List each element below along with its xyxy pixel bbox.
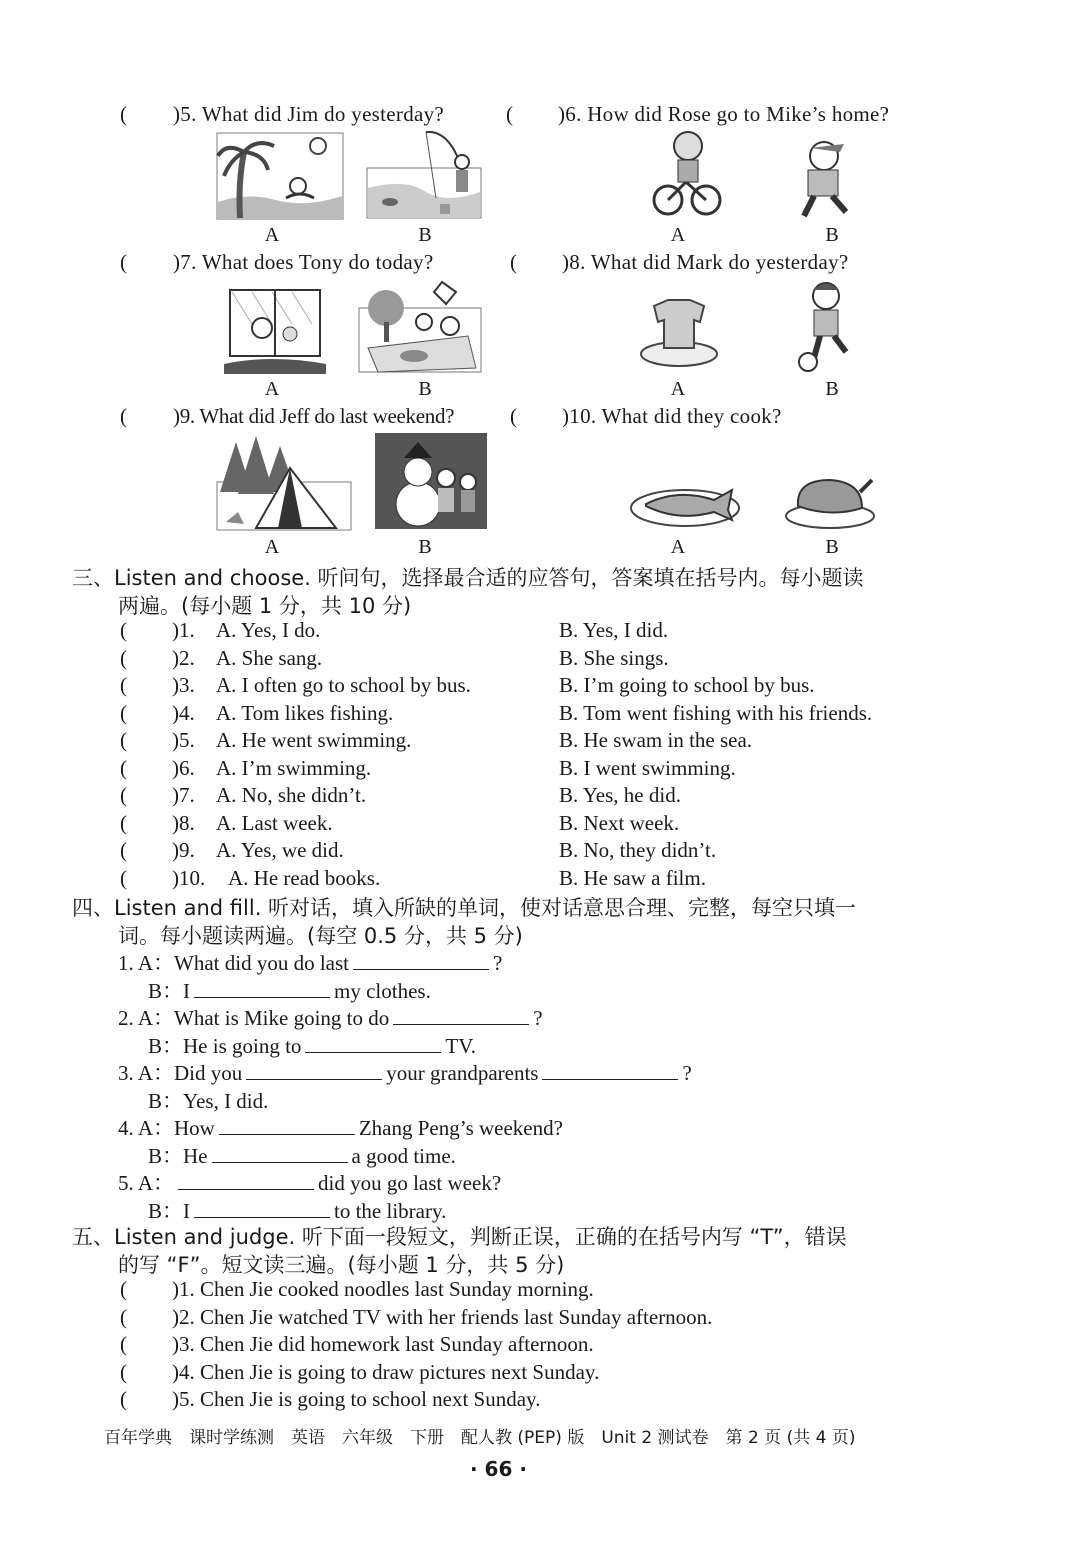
option-a-text: A. Yes, we did.	[216, 838, 344, 862]
answer-paren[interactable]: (	[120, 1304, 127, 1329]
rainy-window-picture	[222, 284, 328, 374]
dialog-3-a: 3. A：Did you your grandparents ?	[118, 1061, 692, 1085]
option-a-label: A	[670, 224, 686, 246]
item-number: )2.	[172, 645, 195, 670]
answer-paren[interactable]: (	[120, 645, 127, 670]
option-b-text: B. Yes, I did.	[559, 618, 669, 642]
item-number: )5.	[172, 728, 195, 752]
answer-paren[interactable]: (	[120, 755, 127, 780]
option-b-text: B. Tom went fishing with his friends.	[559, 700, 873, 725]
item-number: )6.	[172, 755, 195, 780]
washing-clothes-picture	[638, 298, 720, 368]
option-b-label: B	[825, 536, 839, 558]
answer-paren[interactable]: (	[120, 1387, 127, 1411]
section-3-heading-cont: 两遍。(每小题 1 分，共 10 分)	[118, 594, 412, 618]
answer-paren[interactable]: (	[120, 673, 127, 697]
fish-dish-picture	[628, 476, 742, 532]
item-number: )9.	[172, 838, 195, 862]
option-b-label: B	[418, 378, 432, 400]
option-a-text: A. He read books.	[228, 865, 381, 890]
option-b-text: B. No, they didn’t.	[559, 838, 717, 862]
item-number: )7.	[172, 783, 195, 807]
dialog-2-a: 2. A：What is Mike going to do ?	[118, 1006, 543, 1030]
dialog-1-b: B：I my clothes.	[148, 979, 431, 1003]
section-3-heading: 三、Listen and choose. 听问句，选择最合适的应答句，答案填在括号内。每小题读	[72, 566, 864, 590]
option-a-text: A. I’m swimming.	[216, 755, 372, 780]
section-4-heading: 四、Listen and fill. 听对话，填入所缺的单词，使对话意思合理、完整，每空只填一	[72, 896, 857, 920]
item-number: )8.	[172, 810, 195, 835]
answer-blank[interactable]	[194, 979, 330, 998]
answer-blank[interactable]	[246, 1061, 382, 1080]
option-a-text: A. Last week.	[216, 810, 333, 835]
dialog-5-a: 5. A： did you go last week?	[118, 1171, 502, 1195]
answer-paren[interactable]: (	[120, 810, 127, 835]
option-a-label: A	[264, 536, 280, 558]
answer-paren[interactable]: (	[120, 838, 127, 862]
option-b-text: B. Next week.	[559, 810, 680, 835]
option-b-text: B. He swam in the sea.	[559, 728, 753, 752]
answer-blank[interactable]	[212, 1144, 348, 1163]
item-number: )10.	[172, 865, 206, 890]
answer-paren: (	[510, 404, 517, 428]
footer-text: 百年学典 课时学练测 英语 六年级 下册 配人教 (PEP) 版 Unit 2 测试卷 第 2 页 (共 4 页)	[104, 1428, 856, 1448]
walking-boy-picture	[786, 138, 858, 220]
option-b-label: B	[418, 536, 432, 558]
item-number: )3.	[172, 673, 195, 697]
option-a-text: A. Yes, I do.	[216, 618, 321, 642]
dialog-5-b: B：I to the library.	[148, 1199, 447, 1223]
answer-paren: (	[120, 102, 127, 126]
playing-football-picture	[794, 280, 856, 374]
option-b-label: B	[825, 224, 839, 246]
section-5-heading: 五、Listen and judge. 听下面一段短文，判断正误，正确的在括号内写 “T”，错误	[72, 1225, 847, 1249]
fishing-picture	[366, 128, 482, 220]
dialog-4-b: B：He a good time.	[148, 1144, 456, 1168]
judge-statement: )1. Chen Jie cooked noodles last Sunday morning.	[172, 1277, 594, 1301]
answer-blank[interactable]	[353, 951, 489, 970]
option-a-text: A. She sang.	[216, 645, 323, 670]
answer-blank[interactable]	[178, 1171, 314, 1190]
option-a-label: A	[670, 536, 686, 558]
item-number: )1.	[172, 618, 195, 642]
page-number: · 66 ·	[470, 1457, 527, 1481]
judge-statement: )4. Chen Jie is going to draw pictures next Sunday.	[172, 1359, 600, 1384]
dialog-2-b: B：He is going to TV.	[148, 1034, 476, 1058]
option-b-text: B. She sings.	[559, 645, 669, 670]
option-a-text: A. Tom likes fishing.	[216, 700, 394, 725]
answer-paren[interactable]: (	[120, 865, 127, 890]
beach-swimming-picture	[216, 132, 344, 220]
option-a-text: A. He went swimming.	[216, 728, 412, 752]
picnic-kite-picture	[358, 278, 482, 374]
answer-blank[interactable]	[393, 1006, 529, 1025]
option-a-label: A	[670, 378, 686, 400]
answer-paren[interactable]: (	[120, 783, 127, 807]
camping-tent-picture	[216, 432, 352, 532]
option-b-label: B	[418, 224, 432, 246]
question-10: )10. What did they cook?	[562, 404, 782, 428]
option-b-text: B. Yes, he did.	[559, 783, 681, 807]
answer-paren[interactable]: (	[120, 1332, 127, 1356]
answer-blank[interactable]	[305, 1034, 441, 1053]
answer-paren[interactable]: (	[120, 728, 127, 752]
dialog-3-b: B：Yes, I did.	[148, 1089, 269, 1113]
answer-paren: (	[510, 250, 517, 274]
answer-paren[interactable]: (	[120, 700, 127, 725]
option-a-label: A	[264, 378, 280, 400]
option-b-text: B. I’m going to school by bus.	[559, 673, 815, 697]
option-b-label: B	[825, 378, 839, 400]
answer-paren[interactable]: (	[120, 1359, 127, 1384]
riding-bike-picture	[650, 128, 722, 220]
question-8: )8. What did Mark do yesterday?	[562, 250, 849, 274]
snowman-picture	[374, 432, 488, 530]
answer-paren[interactable]: (	[120, 618, 127, 642]
option-b-text: B. He saw a film.	[559, 865, 706, 890]
roast-chicken-picture	[784, 470, 876, 532]
item-number: )4.	[172, 700, 195, 725]
question-6: )6. How did Rose go to Mike’s home?	[558, 102, 890, 126]
judge-statement: )3. Chen Jie did homework last Sunday afternoon.	[172, 1332, 594, 1356]
section-5-heading-cont: 的写 “F”。短文读三遍。(每小题 1 分，共 5 分)	[118, 1253, 565, 1277]
answer-blank[interactable]	[219, 1116, 355, 1135]
dialog-1-a: 1. A：What did you do last ?	[118, 951, 503, 975]
question-9: )9. What did Jeff do last weekend?	[173, 404, 455, 428]
option-a-text: A. No, she didn’t.	[216, 783, 367, 807]
option-a-text: A. I often go to school by bus.	[216, 673, 471, 697]
answer-blank[interactable]	[194, 1199, 330, 1218]
answer-blank[interactable]	[542, 1061, 678, 1080]
dialog-4-a: 4. A：How Zhang Peng’s weekend?	[118, 1116, 563, 1140]
judge-statement: )5. Chen Jie is going to school next Sunday.	[172, 1387, 541, 1411]
option-b-text: B. I went swimming.	[559, 755, 736, 780]
question-7: )7. What does Tony do today?	[173, 250, 434, 274]
option-a-label: A	[264, 224, 280, 246]
judge-statement: )2. Chen Jie watched TV with her friends last Sunday afternoon.	[172, 1304, 713, 1329]
answer-paren: (	[506, 102, 513, 126]
question-5: )5. What did Jim do yesterday?	[173, 102, 445, 126]
answer-paren: (	[120, 250, 127, 274]
answer-paren[interactable]: (	[120, 1277, 127, 1301]
section-4-heading-cont: 词。每小题读两遍。(每空 0.5 分，共 5 分)	[118, 924, 523, 948]
answer-paren: (	[120, 404, 127, 428]
